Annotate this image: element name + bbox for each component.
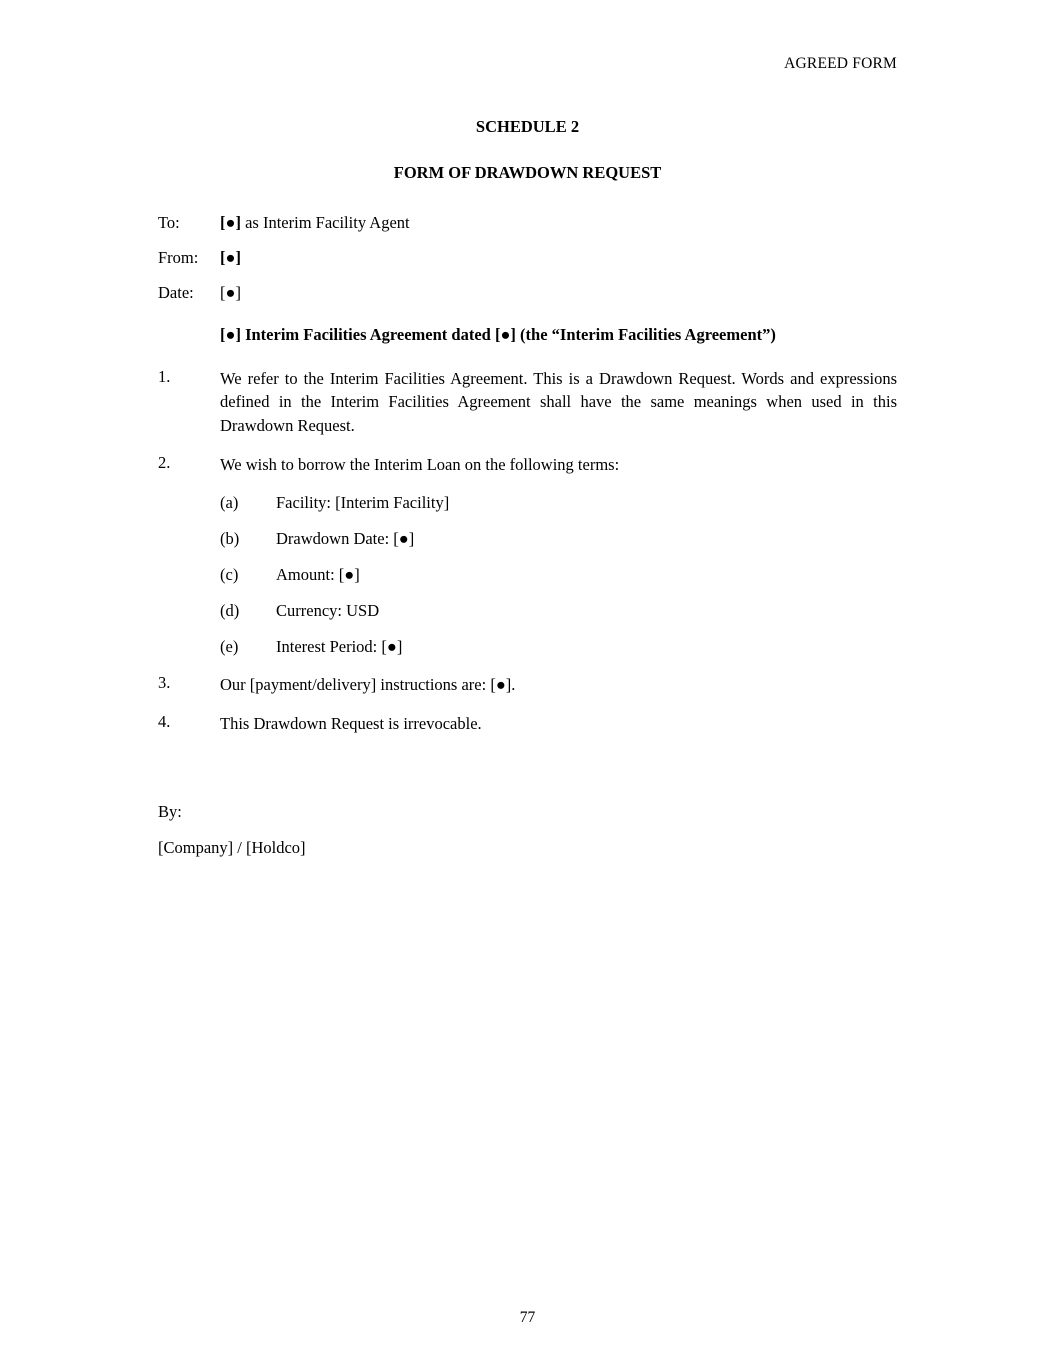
- field-to-label: To:: [158, 213, 180, 232]
- sub-clause-b: [158, 529, 897, 549]
- sub-clause-d-text: Currency: USD: [276, 600, 380, 620]
- field-to-suffix: as Interim Facility Agent: [240, 213, 410, 232]
- clause-3: [158, 673, 897, 696]
- clause-4: [158, 712, 897, 735]
- field-date-label: Date:: [158, 283, 194, 302]
- sub-clause-c: [158, 565, 897, 585]
- signature-party: [Company] / [Holdco]: [158, 837, 306, 857]
- field-from-label: From:: [158, 248, 199, 267]
- signature-spacer: [158, 752, 897, 802]
- clause-1-text: We refer to the Interim Facilities Agreement. This is a Drawdown Request. Words and expressions defined in the Interim Facilities Agreement shall have the same meanings when used in this Drawdown Request.: [220, 369, 897, 435]
- agreement-heading: [●] Interim Facilities Agreement dated [●] (the “Interim Facilities Agreement”): [220, 325, 776, 344]
- sub-clause-a-text: Facility: [Interim Facility]: [276, 492, 450, 512]
- clause-4-number: 4.: [158, 712, 171, 732]
- clause-3-text: Our [payment/delivery] instructions are: [●].: [220, 674, 516, 694]
- field-to-value: [220, 213, 410, 233]
- clause-4-text: This Drawdown Request is irrevocable.: [220, 714, 482, 734]
- clause-3-number: 3.: [158, 672, 171, 692]
- sub-clause-e-text: Interest Period: [●]: [276, 636, 403, 656]
- clause-1: [158, 367, 897, 437]
- field-from-value: [220, 248, 241, 268]
- sub-clause-c-marker: (c): [220, 564, 239, 584]
- sub-clause-e-marker: (e): [220, 636, 239, 656]
- clause-2-text: We wish to borrow the Interim Loan on the following terms:: [220, 455, 620, 475]
- field-to: [158, 213, 897, 233]
- sub-clause-d-marker: (d): [220, 600, 240, 620]
- sub-clause-a-marker: (a): [220, 492, 239, 512]
- clause-2: [158, 453, 897, 476]
- page-number: 77: [519, 1309, 536, 1326]
- clause-2-number: 2.: [158, 453, 171, 473]
- clause-1-number: 1.: [158, 367, 171, 386]
- field-to-placeholder: [●]: [220, 213, 241, 232]
- sub-clause-d: [158, 601, 897, 621]
- field-date-value: [●]: [220, 283, 241, 302]
- sub-clause-a: [158, 493, 897, 513]
- field-from-placeholder: [●]: [220, 248, 241, 267]
- sub-clause-c-text: Amount: [●]: [276, 564, 360, 584]
- sub-clause-b-marker: (b): [220, 528, 240, 548]
- field-from: [158, 248, 897, 268]
- page-header-label: AGREED FORM: [784, 55, 897, 72]
- sub-clause-e: [158, 637, 897, 657]
- sub-clause-b-text: Drawdown Date: [●]: [276, 528, 415, 548]
- page-title: SCHEDULE 2: [475, 117, 580, 136]
- page-subtitle: FORM OF DRAWDOWN REQUEST: [393, 163, 662, 182]
- field-date: [158, 283, 897, 303]
- signature-by-label: By:: [158, 801, 182, 821]
